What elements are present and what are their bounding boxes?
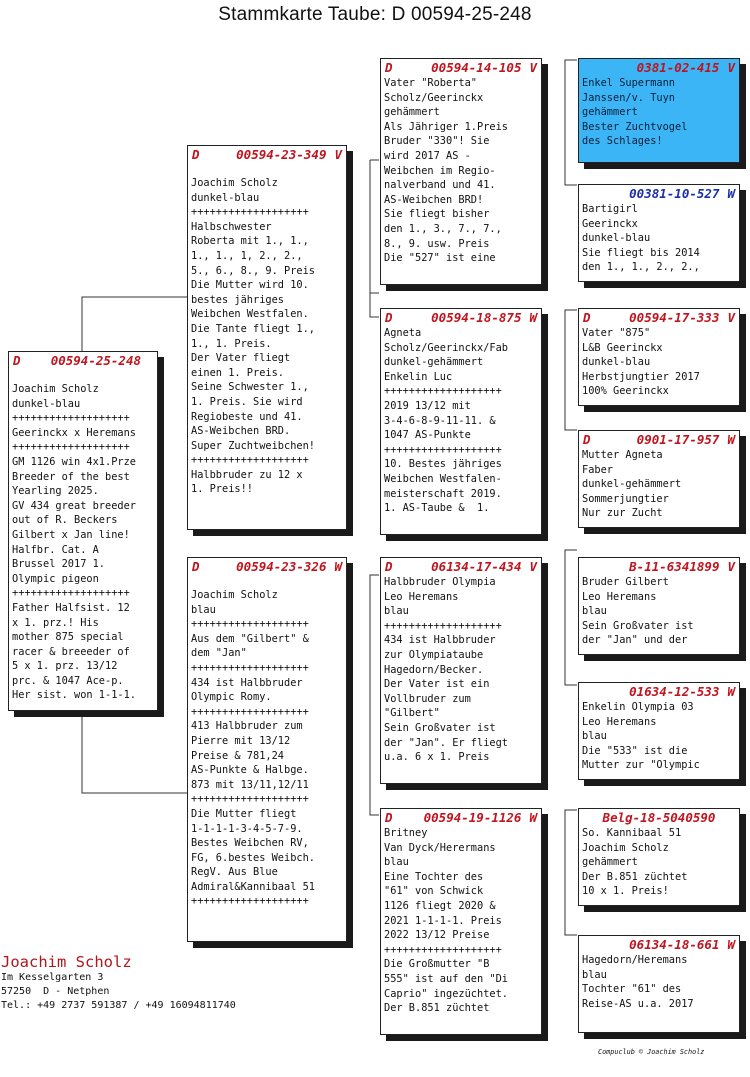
note-line: 1047 AS-Punkte bbox=[384, 429, 471, 442]
ring-number: 01634-12-533 bbox=[629, 684, 720, 699]
sire-sire-dam-card[interactable] bbox=[578, 184, 740, 282]
note-line: 2021 1-1-1-1. Preis bbox=[384, 914, 502, 927]
note-line: dunkel-blau bbox=[191, 191, 260, 204]
note-line: Joachim Scholz bbox=[12, 383, 99, 395]
note-line: +++++++++++++++++++ bbox=[191, 618, 309, 631]
note-line: Halfbr. Cat. A bbox=[12, 543, 99, 556]
note-line: nalverband und 41. bbox=[384, 179, 496, 192]
sire-dam-dam-card[interactable] bbox=[578, 430, 740, 528]
note-line: Bruder "330"! Sie bbox=[384, 135, 490, 148]
note-line: 5., 6., 8., 9. Preis bbox=[191, 264, 315, 277]
owner-city: 57250 D - Netphen bbox=[1, 986, 110, 997]
note-line: Enkel Supermann bbox=[582, 77, 675, 89]
note-line: Yearling 2025. bbox=[12, 485, 99, 498]
note-line: +++++++++++++++++++ bbox=[12, 412, 130, 425]
note-line: Preise & 781,24 bbox=[191, 749, 284, 762]
ring-number: 06134-18-661 bbox=[629, 937, 720, 952]
dam-sire-sire-card[interactable] bbox=[578, 557, 740, 655]
ring-header bbox=[381, 59, 541, 76]
note-line: 413 Halbbruder zum bbox=[191, 720, 303, 733]
ring-country: D bbox=[192, 147, 200, 162]
pigeon-notes bbox=[9, 382, 157, 703]
note-line: Bestes Weibchen RV, bbox=[191, 837, 309, 850]
note-line: des Schlages! bbox=[582, 135, 663, 148]
note-line: Hagedorn/Becker. bbox=[384, 663, 484, 676]
note-line: Mutter zur "Olympic bbox=[582, 759, 700, 772]
note-line: Der B.851 züchtet bbox=[582, 870, 688, 883]
ring-number: 00594-23-326 bbox=[236, 559, 327, 574]
note-line: Leo Heremans bbox=[582, 715, 657, 728]
note-line: Geerinckx bbox=[582, 217, 638, 230]
note-line: einen 1. Preis. bbox=[191, 366, 284, 379]
pigeon-notes bbox=[579, 326, 739, 399]
ring-number: 06134-17-434 bbox=[431, 559, 522, 574]
note-line: RegV. Aus Blue bbox=[191, 866, 278, 879]
ring-number: 00594-17-333 bbox=[629, 310, 720, 325]
ring-country: D bbox=[583, 310, 591, 325]
pigeon-notes bbox=[579, 700, 739, 773]
note-line: Joachim Scholz bbox=[191, 589, 278, 601]
owner-block bbox=[1, 953, 236, 1013]
owner-name: Joachim Scholz bbox=[1, 953, 132, 971]
note-line: u.a. 6 x 1. Preis bbox=[384, 751, 490, 764]
note-line: Scholz/Geerinckx bbox=[384, 91, 484, 104]
note-line: Sommerjungtier bbox=[582, 492, 669, 505]
note-line: Sein Großvater ist bbox=[582, 619, 694, 632]
note-line: Her sist. won 1-1-1. bbox=[12, 689, 136, 702]
note-line: 100% Geerinckx bbox=[582, 385, 669, 398]
note-line: Breeder of the best bbox=[12, 470, 130, 483]
note-line: 1. Preis. Sie wird bbox=[191, 395, 303, 408]
note-line: 434 ist Halbbruder bbox=[191, 676, 303, 689]
note-line: Olympic Romy. bbox=[191, 691, 272, 704]
note-line: 1., 1. Preis. bbox=[191, 337, 272, 350]
sex-marker: W bbox=[529, 310, 537, 325]
ring-header bbox=[579, 936, 739, 953]
ring-country: D bbox=[385, 310, 393, 325]
note-line: zur Olympiataube bbox=[384, 648, 484, 661]
note-line: Halbschwester bbox=[191, 220, 272, 233]
note-line: dunkel-blau bbox=[582, 356, 651, 369]
ring-header bbox=[579, 683, 739, 700]
note-line: Enkelin Olympia 03 bbox=[582, 701, 694, 713]
note-line: +++++++++++++++++++ bbox=[12, 587, 130, 600]
sex-marker: W bbox=[529, 810, 537, 825]
note-line: Hagedorn/Heremans bbox=[582, 954, 688, 966]
ring-header bbox=[381, 809, 541, 826]
note-line: meisterschaft 2019. bbox=[384, 487, 502, 500]
note-line: x 1. prz.! His bbox=[12, 616, 99, 629]
sire-card[interactable] bbox=[187, 145, 347, 530]
sex-marker: V bbox=[529, 559, 537, 574]
note-line: Der Vater fliegt bbox=[191, 352, 291, 365]
note-line: +++++++++++++++++++ bbox=[384, 943, 502, 956]
pigeon-notes bbox=[579, 826, 739, 899]
note-line: 10. Bestes jähriges bbox=[384, 458, 502, 471]
note-line: 1126 fliegt 2020 & bbox=[384, 899, 496, 912]
note-line: +++++++++++++++++++ bbox=[191, 206, 309, 219]
note-line: Seine Schwester 1., bbox=[191, 381, 309, 394]
note-line: Roberta mit 1., 1., bbox=[191, 235, 309, 248]
sex-marker: V bbox=[727, 310, 735, 325]
note-line: Die "533" ist die bbox=[582, 744, 688, 757]
note-line: 1. AS-Taube & 1. bbox=[384, 502, 490, 515]
note-line: Leo Heremans bbox=[384, 590, 459, 603]
note-line: den 1., 3., 7., 7., bbox=[384, 222, 502, 235]
note-line: Tochter "61" des bbox=[582, 983, 682, 996]
ring-number: 00381-10-527 bbox=[629, 186, 720, 201]
ring-header bbox=[579, 558, 739, 575]
note-line: Vollbruder zum bbox=[384, 692, 471, 705]
sire-sire-card[interactable] bbox=[380, 58, 542, 285]
note-line: gehämmert bbox=[582, 106, 638, 119]
note-line: GV 434 great breeder bbox=[12, 499, 136, 512]
note-line: Father Halfsist. 12 bbox=[12, 601, 130, 614]
note-line: der "Jan". Er fliegt bbox=[384, 736, 508, 749]
note-line: +++++++++++++++++++ bbox=[384, 385, 502, 398]
ring-header bbox=[188, 146, 346, 163]
sex-marker: V bbox=[529, 60, 537, 75]
note-line: dunkel-blau bbox=[12, 397, 81, 410]
note-line: Regiobeste und 41. bbox=[191, 410, 303, 423]
note-line: AS-Weibchen BRD! bbox=[384, 193, 484, 206]
note-line: AS-Weibchen BRD. bbox=[191, 425, 291, 438]
note-line: 1., 1., 1, 2., 2., bbox=[191, 249, 303, 262]
ring-country: D bbox=[385, 559, 393, 574]
note-line: prc. & 1047 Ace-p. bbox=[12, 674, 124, 687]
sex-marker: W bbox=[727, 937, 735, 952]
sire-sire-sire-card[interactable] bbox=[578, 58, 740, 163]
ring-number: 0381-02-415 bbox=[636, 60, 720, 75]
note-line: gehämmert bbox=[582, 856, 638, 869]
owner-street: Im Kesselgarten 3 bbox=[1, 972, 104, 983]
pigeon-notes bbox=[381, 326, 541, 516]
note-line: Van Dyck/Herermans bbox=[384, 841, 496, 854]
pigeon-notes bbox=[381, 826, 541, 1016]
pigeon-notes bbox=[579, 953, 739, 1011]
note-line: Vater "875" bbox=[582, 327, 651, 339]
note-line: dunkel-gehämmert bbox=[582, 478, 682, 491]
ring-header bbox=[579, 309, 739, 326]
note-line: Halbbruder zu 12 x bbox=[191, 468, 303, 481]
note-line: 10 x 1. Preis! bbox=[582, 885, 669, 898]
pigeon-notes bbox=[188, 176, 346, 497]
sex-marker: W bbox=[727, 684, 735, 699]
sire-dam-card[interactable] bbox=[380, 308, 542, 535]
note-line: Weibchen Westfalen- bbox=[384, 472, 502, 485]
page-title: Stammkarte Taube: D 00594-25-248 bbox=[218, 4, 532, 25]
note-line: Pierre mit 13/12 bbox=[191, 734, 291, 747]
note-line: Sie fliegt bisher bbox=[384, 208, 490, 221]
note-line: Enkelin Luc bbox=[384, 370, 453, 383]
dam-dam-dam-card[interactable] bbox=[578, 935, 740, 1033]
note-line: racer & breeeder of bbox=[12, 645, 130, 658]
note-line: Als Jähriger 1.Preis bbox=[384, 120, 508, 133]
ring-number: 00594-18-875 bbox=[431, 310, 522, 325]
sex-marker: V bbox=[727, 559, 735, 574]
note-line: Geerinckx x Heremans bbox=[12, 426, 136, 439]
dam-sire-dam-card[interactable] bbox=[578, 682, 740, 780]
note-line: Leo Heremans bbox=[582, 590, 657, 603]
note-line: Olympic pigeon bbox=[12, 572, 99, 585]
ring-header bbox=[579, 59, 739, 76]
note-line: dunkel-gehämmert bbox=[384, 356, 484, 369]
ring-header bbox=[579, 185, 739, 202]
note-line: Joachim Scholz bbox=[582, 841, 669, 854]
sex-marker: W bbox=[727, 432, 735, 447]
ring-header bbox=[188, 558, 346, 575]
note-line: Vater "Roberta" bbox=[384, 77, 477, 89]
note-line: der "Jan" und der bbox=[582, 634, 688, 647]
note-line: blau bbox=[384, 605, 409, 618]
note-line: 5 x 1. prz. 13/12 bbox=[12, 660, 118, 673]
note-line: blau bbox=[582, 968, 607, 981]
note-line: 873 mit 13/11,12/11 bbox=[191, 778, 309, 791]
note-line: bestes jähriges bbox=[191, 293, 284, 306]
note-line: Joachim Scholz bbox=[191, 177, 278, 189]
dam-sire-card[interactable] bbox=[380, 557, 542, 784]
pigeon-notes bbox=[579, 202, 739, 275]
pigeon-notes bbox=[579, 448, 739, 521]
ring-number: B-11-6341899 bbox=[629, 559, 720, 574]
note-line: "Gilbert" bbox=[384, 707, 440, 720]
ring-header bbox=[9, 352, 157, 369]
ring-header bbox=[381, 309, 541, 326]
note-line: blau bbox=[582, 730, 607, 743]
note-line: Gilbert x Jan line! bbox=[12, 528, 130, 541]
sex-marker: W bbox=[727, 186, 735, 201]
note-line: Weibchen im Regio- bbox=[384, 164, 496, 177]
sex-marker: V bbox=[727, 60, 735, 75]
note-line: Bester Zuchtvogel bbox=[582, 120, 688, 133]
ring-header bbox=[579, 431, 739, 448]
ring-header bbox=[381, 558, 541, 575]
note-line: Britney bbox=[384, 827, 428, 839]
dam-card[interactable] bbox=[187, 557, 347, 942]
note-line: Weibchen Westfalen. bbox=[191, 308, 309, 321]
note-line: +++++++++++++++++++ bbox=[12, 441, 130, 454]
note-line: Die Großmutter "B bbox=[384, 958, 490, 971]
note-line: dem "Jan" bbox=[191, 647, 247, 660]
note-line: Reise-AS u.a. 2017 bbox=[582, 997, 694, 1010]
note-line: 1. Preis!! bbox=[191, 483, 253, 496]
note-line: out of R. Beckers bbox=[12, 514, 118, 527]
note-line: Herbstjungtier 2017 bbox=[582, 370, 700, 383]
note-line: Super Zuchtweibchen! bbox=[191, 439, 315, 452]
note-line: blau bbox=[191, 603, 216, 616]
note-line: 1-1-1-1-3-4-5-7-9. bbox=[191, 822, 303, 835]
note-line: wird 2017 AS - bbox=[384, 149, 471, 162]
note-line: +++++++++++++++++++ bbox=[191, 454, 309, 467]
sire-dam-sire-card[interactable] bbox=[578, 308, 740, 406]
note-line: Admiral&Kannibaal 51 bbox=[191, 880, 315, 893]
note-line: Die "527" ist eine bbox=[384, 252, 496, 265]
note-line: Janssen/v. Tuyn bbox=[582, 91, 675, 104]
note-line: GM 1126 win 4x1.Prze bbox=[12, 455, 136, 468]
note-line: blau bbox=[582, 605, 607, 618]
note-line: So. Kannibaal 51 bbox=[582, 827, 682, 839]
sex-marker: V bbox=[334, 147, 342, 162]
ring-number: Belg-18-5040590 bbox=[602, 810, 716, 825]
ring-country: D bbox=[385, 60, 393, 75]
note-line: +++++++++++++++++++ bbox=[191, 895, 309, 908]
subject-pigeon-card[interactable] bbox=[8, 351, 158, 711]
note-line: Sie fliegt bis 2014 bbox=[582, 246, 700, 259]
note-line: Die Mutter fliegt bbox=[191, 807, 297, 820]
dam-dam-sire-card[interactable] bbox=[578, 808, 740, 906]
ring-header bbox=[579, 809, 739, 826]
note-line: gehämmert bbox=[384, 106, 440, 119]
pigeon-notes bbox=[579, 76, 739, 149]
note-line: mother 875 special bbox=[12, 631, 124, 644]
note-line: Faber bbox=[582, 463, 613, 476]
note-line: 8., 9. usw. Preis bbox=[384, 237, 490, 250]
note-line: Eine Tochter des bbox=[384, 870, 484, 883]
note-line: blau bbox=[384, 856, 409, 869]
note-line: Caprio" ingezüchtet. bbox=[384, 987, 508, 1000]
ring-country: D bbox=[13, 353, 21, 368]
note-line: Mutter Agneta bbox=[582, 449, 663, 461]
note-line: Die Mutter wird 10. bbox=[191, 279, 309, 292]
note-line: dunkel-blau bbox=[582, 232, 651, 245]
note-line: Brussel 2017 1. bbox=[12, 558, 105, 571]
note-line: AS-Punkte & Halbge. bbox=[191, 764, 309, 777]
note-line: Bartigirl bbox=[582, 203, 638, 215]
pigeon-notes bbox=[381, 575, 541, 765]
note-line: 2019 13/12 mit bbox=[384, 399, 471, 412]
pigeon-notes bbox=[579, 575, 739, 648]
note-line: FG, 6.bestes Weibch. bbox=[191, 851, 315, 864]
ring-number: 00594-14-105 bbox=[431, 60, 522, 75]
note-line: 434 ist Halbbruder bbox=[384, 634, 496, 647]
note-line: 3-4-6-8-9-11-11. & bbox=[384, 414, 496, 427]
note-line: Nur zur Zucht bbox=[582, 507, 663, 520]
note-line: Agneta bbox=[384, 327, 422, 339]
note-line: Der B.851 züchtet bbox=[384, 1002, 490, 1015]
ring-country: D bbox=[385, 810, 393, 825]
note-line: 555" ist auf den "Di bbox=[384, 972, 508, 985]
note-line: +++++++++++++++++++ bbox=[191, 661, 309, 674]
note-line: +++++++++++++++++++ bbox=[191, 705, 309, 718]
pigeon-notes bbox=[188, 588, 346, 909]
sex-marker: W bbox=[334, 559, 342, 574]
ring-country: D bbox=[583, 432, 591, 447]
note-line: +++++++++++++++++++ bbox=[384, 619, 502, 632]
note-line: L&B Geerinckx bbox=[582, 341, 663, 354]
note-line: 2022 13/12 Preise bbox=[384, 929, 490, 942]
ring-number: 0901-17-957 bbox=[636, 432, 720, 447]
note-line: "61" von Schwick bbox=[384, 885, 484, 898]
ring-number: 00594-19-1126 bbox=[423, 810, 522, 825]
note-line: Der Vater ist ein bbox=[384, 678, 490, 691]
owner-phone: Tel.: +49 2737 591387 / +49 16094811740 bbox=[1, 1000, 236, 1011]
dam-dam-card[interactable] bbox=[380, 808, 542, 1035]
note-line: den 1., 1., 2., 2., bbox=[582, 261, 700, 274]
ring-number: 00594-25-248 bbox=[50, 353, 141, 368]
note-line: Sein Großvater ist bbox=[384, 721, 496, 734]
note-line: Die Tante fliegt 1., bbox=[191, 322, 315, 335]
ring-country: D bbox=[192, 559, 200, 574]
note-line: +++++++++++++++++++ bbox=[191, 793, 309, 806]
note-line: +++++++++++++++++++ bbox=[384, 443, 502, 456]
note-line: Bruder Gilbert bbox=[582, 576, 669, 588]
footer-credit: Compuclub © Joachim Scholz bbox=[598, 1048, 705, 1056]
note-line: Aus dem "Gilbert" & bbox=[191, 632, 309, 645]
ring-number: 00594-23-349 bbox=[236, 147, 327, 162]
note-line: Scholz/Geerinckx/Fab bbox=[384, 341, 508, 354]
note-line: Halbbruder Olympia bbox=[384, 576, 496, 588]
pigeon-notes bbox=[381, 76, 541, 266]
